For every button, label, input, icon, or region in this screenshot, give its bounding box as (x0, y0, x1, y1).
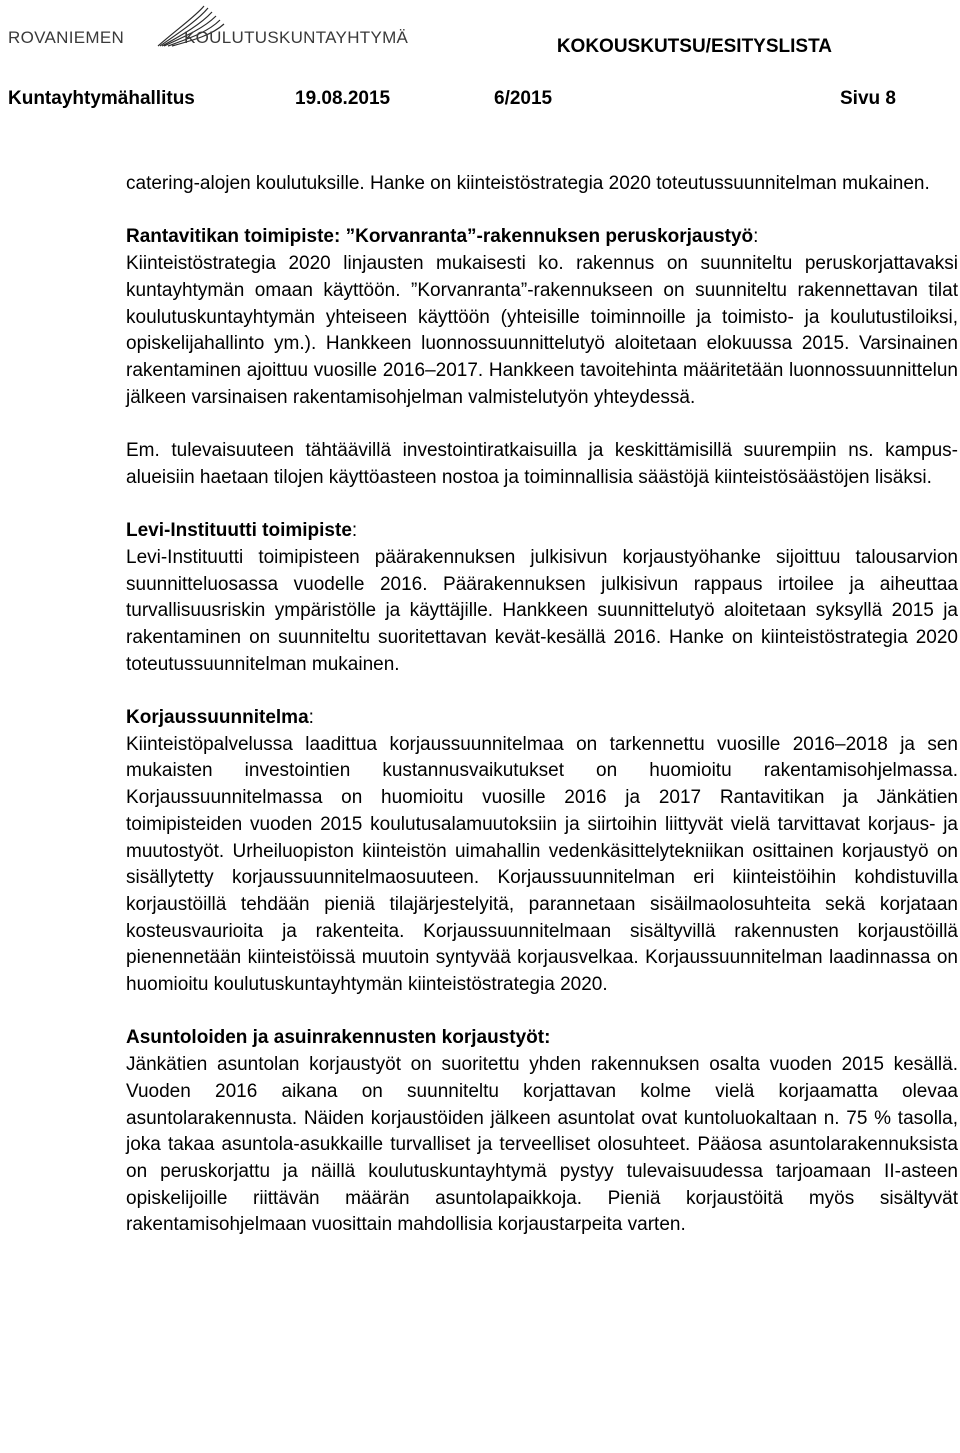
logo-text-right: KOULUTUSKUNTAYHTYMÄ (184, 28, 409, 47)
page-number: Sivu 8 (840, 88, 896, 109)
meeting-body: Kuntayhtymähallitus (8, 88, 195, 109)
section-heading: Rantavitikan toimipiste: ”Korvanranta”-rakennuksen peruskorjaustyö (126, 226, 754, 248)
meeting-date: 19.08.2015 (295, 88, 391, 109)
section-text: Jänkätien asuntolan korjaustyöt on suoritettu yhden rakennuksen osalta vuoden 2015 kesällä. Vuoden 2016 aikana on suunniteltu korjattavan kolme vielä korjaamatta olevaa asuntolarakennusta. Näiden korjaustöiden jälkeen asuntolat ovat kuntoluokaltaan n. 75 % tasolla, joka takaa asuntola-asukkaille turvalliset ja terveelliset olosuhteet. Pääosa asuntolarakennuksista on peruskorjattu ja näillä koulutuskuntayhtymä pystyy tulevaisuudessa tarjoamaan II-asteen opiskelijoille riittävän määrän asuntolapaikkoja. Pieniä korjaustöitä myös sisältyvät rakentamisohjelmaan vuosittain mahdollisia korjaustarpeita varten. (126, 1054, 958, 1236)
section-text: Levi-Instituutti toimipisteen päärakennuksen julkisivun korjaustyöhanke sijoittuu talousarvion suunnitteluosassa vuodelle 2016. Päärakennuksen julkisivun rappaus irtoilee ja aiheuttaa turvallisuusriskin ympäristölle ja käyttäjille. Hankkeen suunnittelutyö aloitetaan syksyllä 2015 ja rakentaminen on suunniteltu suoritettavan kevät-kesällä 2016. Hanke on kiinteistöstrategia 2020 toteutussuunnitelman mukainen. (126, 546, 958, 675)
section-heading: Levi-Instituutti toimipiste (126, 520, 352, 542)
continued-paragraph: catering-alojen koulutuksille. Hanke on kiinteistöstrategia 2020 toteutussuunnitelman mukainen. (126, 173, 930, 194)
section-text: Kiinteistöpalvelussa laadittua korjaussuunnitelmaa on tarkennettu vuosille 2016–2018 ja sen mukaisten investointien kustannusvaikutukset on huomioitu rakentamisohjelmassa. Korjaussuunnitelmassa on huomioitu vuosille 2016 ja 2017 Rantavitikan ja Jänkätien toimipisteiden vuoden 2015 koulutusalamuutoksiin ja siirtoihin liittyvät vielä tarvittavat korjaus- ja muutostyöt. Urheiluopiston kiinteistön uimahallin vedenkäsittelytekniikan osittainen korjaustyö on sisällytetty korjaussuunnitelmaosuuteen. Korjaussuunnitelman eri kiinteistöihin kohdistuvilla korjaustöillä tehdään pieniä tilajärjestelyitä, parannetaan sisäilmaolosuhteita sekä korjataan kosteusvaurioita ja rakenteita. Korjaussuunnitelmaan sisältyvillä rakennusten korjaustöillä pienennetään kiinteistöissä muutoin syntyvää korjausvelkaa. Korjaussuunnitelman laadinnassa on huomioitu koulutuskuntayhtymän kiinteistöstrategia 2020. (126, 733, 958, 996)
summary-paragraph: Em. tulevaisuuteen tähtäävillä investointiratkaisuilla ja keskittämisillä suurempiin ns. kampus-alueisiin haetaan tilojen käyttöasteen nostoa ja toiminnallisia säästöjä kiinteistösäästöjen lisäksi. (126, 440, 958, 488)
section-rantavitikka: Rantavitikan toimipiste: ”Korvanranta”-rakennuksen peruskorjaustyö: Kiinteistöstrategia 2020 linjausten mukaisesti ko. rakennus on suunniteltu peruskorjattavaksi kuntayhtymän omaan käyttöön. ”Korvanranta”-rakennukseen on suunniteltu rakennettavan tilat koulutuskuntayhtymän yhteiseen käyttöön (yhteisille toiminnoille ja toimisto- ja koulutustiloiksi, opiskelijahallinto ym.). Hankkeen luonnossuunnittelutyö aloitetaan elokuussa 2015. Varsinainen rakentaminen ajoittuu vuosille 2016–2017. Hankkeen tavoitehinta määritetään luonnossuunnittelun jälkeen varsinaisen rakentamisohjelman valmistelutyön yhteydessä. (126, 224, 958, 411)
section-korjaussuunnitelma: Korjaussuunnitelma: Kiinteistöpalvelussa laadittua korjaussuunnitelmaa on tarkennettu vuosille 2016–2018 ja sen mukaisten investointien kustannusvaikutukset on huomioitu rakentamisohjelmassa. Korjaussuunnitelmassa on huomioitu vuosille 2016 ja 2017 Rantavitikan ja Jänkätien toimipisteiden vuoden 2015 koulutusalamuutoksiin ja siirtoihin liittyvät vielä tarvittavat korjaus- ja muutostyöt. Urheiluopiston kiinteistön uimahallin vedenkäsittelytekniikan osittainen korjaustyö on sisällytetty korjaussuunnitelmaosuuteen. Korjaussuunnitelman eri kiinteistöihin kohdistuvilla korjaustöillä tehdään pieniä tilajärjestelyitä, parannetaan sisäilmaolosuhteita sekä korjataan kosteusvaurioita ja rakenteita. Korjaussuunnitelmaan sisältyvillä rakennusten korjaustöillä pienennetään kiinteistöissä muutoin syntyvää korjausvelkaa. Korjaussuunnitelman laadinnassa on huomioitu koulutuskuntayhtymän kiinteistöstrategia 2020. (126, 705, 958, 999)
document-type: KOKOUSKUTSU/ESITYSLISTA (556, 36, 832, 57)
section-text: Kiinteistöstrategia 2020 linjausten mukaisesti ko. rakennus on suunniteltu peruskorjattavaksi kuntayhtymän omaan käyttöön. ”Korvanranta”-rakennukseen on suunniteltu rakennettavan tilat koulutuskuntayhtymän yhteiseen käyttöön (yhteisille toiminnoille ja toimisto- ja koulutustiloiksi, opiskelijahallinto ym.). Hankkeen luonnossuunnittelutyö aloitetaan elokuussa 2015. Varsinainen rakentaminen ajoittuu vuosille 2016–2017. Hankkeen tavoitehinta määritetään luonnossuunnittelun jälkeen varsinaisen rakentamisohjelman valmistelutyön yhteydessä. (126, 253, 958, 408)
organization-logo (8, 2, 409, 60)
section-asuntolat (126, 1025, 958, 1239)
document-body (126, 171, 958, 1239)
meeting-number: 6/2015 (494, 88, 553, 109)
section-levi: Levi-Instituutti toimipiste: Levi-Instituutti toimipisteen päärakennuksen julkisivun korjaustyöhanke sijoittuu talousarvion suunnitteluosassa vuodelle 2016. Päärakennuksen julkisivun rappaus irtoilee ja aiheuttaa turvallisuusriskin ympäristölle ja käyttäjille. Hankkeen suunnittelutyö aloitetaan syksyllä 2015 ja rakentaminen on suunniteltu suoritettavan kevät-kesällä 2016. Hanke on kiinteistöstrategia 2020 toteutussuunnitelman mukainen. (126, 518, 958, 678)
document-meta-row (8, 88, 928, 116)
logo-text-left: ROVANIEMEN (8, 28, 125, 47)
section-heading: Asuntoloiden ja asuinrakennusten korjaustyöt: (126, 1027, 551, 1049)
section-heading: Korjaussuunnitelma (126, 707, 309, 728)
